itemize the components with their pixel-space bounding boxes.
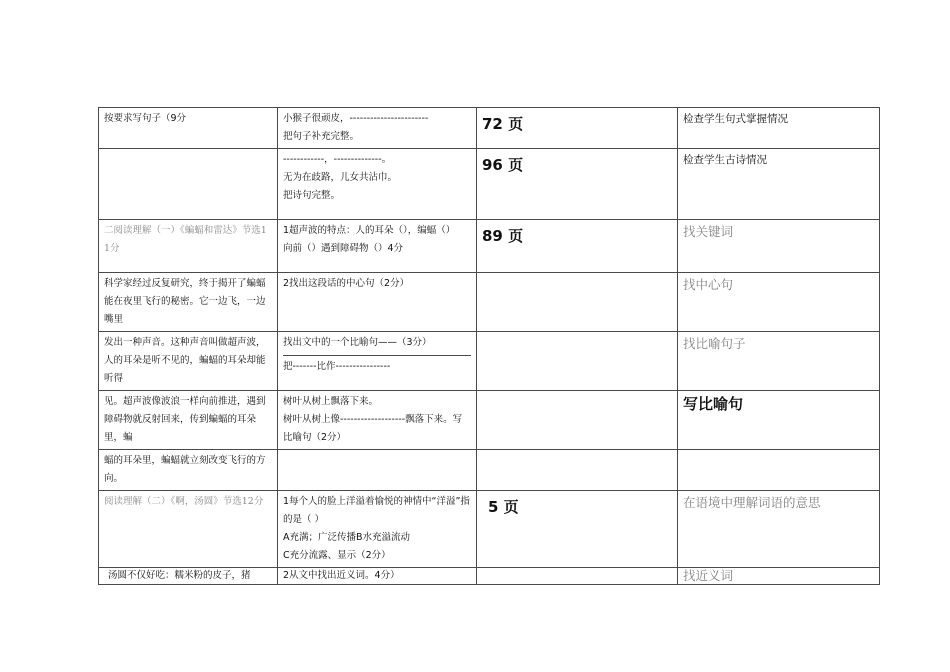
topic-cell bbox=[99, 108, 278, 149]
goal-cell bbox=[678, 149, 880, 220]
page-cell bbox=[477, 108, 678, 149]
topic-cell bbox=[99, 332, 278, 391]
page-cell bbox=[477, 491, 678, 568]
exercise-line: 小猴子很顽皮，----------------------- bbox=[283, 113, 429, 124]
table-row bbox=[99, 450, 880, 491]
table-row bbox=[99, 391, 880, 450]
exercise-cell bbox=[278, 450, 477, 491]
topic-text: 阅读理解（二）《啊，汤圆》节选12分 bbox=[104, 496, 264, 507]
goal-text: 检查学生古诗情况 bbox=[683, 154, 767, 166]
exercise-cell bbox=[278, 220, 477, 273]
exercise-line: 1超声波的特点：人的耳朵（），编蝠（） bbox=[283, 225, 456, 236]
goal-text: 写比喻句 bbox=[683, 395, 744, 413]
goal-text: 找关键词 bbox=[683, 224, 734, 239]
topic-cell bbox=[99, 491, 278, 568]
exercise-line: 把-------比作---------------- bbox=[283, 361, 391, 372]
exercise-line: 把诗句完整。 bbox=[283, 190, 341, 201]
exercise-line: 2从文中找出近义词。4分） bbox=[283, 570, 400, 581]
exercise-line: 无为在歧路，儿女共沾巾。 bbox=[283, 172, 398, 183]
topic-cell bbox=[99, 149, 278, 220]
topic-cell bbox=[99, 391, 278, 450]
topic-text: 按要求写句子（9分 bbox=[104, 113, 187, 124]
table-row bbox=[99, 149, 880, 220]
lesson-plan-table bbox=[98, 107, 880, 585]
exercise-line: 2找出这段话的中心句（2分） bbox=[283, 278, 410, 289]
table-row bbox=[99, 491, 880, 568]
goal-text: 找近义词 bbox=[683, 568, 734, 583]
goal-cell bbox=[678, 568, 880, 585]
exercise-cell bbox=[278, 273, 477, 332]
exercise-line: A充满；广泛传播B水充溢流动 bbox=[283, 532, 411, 543]
exercise-line: 向前（）遇到障碍物（）4分 bbox=[283, 243, 404, 254]
topic-text: 见。超声波像波浪一样向前推进，遇到障碍物就反射回来，传到蝙蝠的耳朵里，蝙 bbox=[104, 396, 266, 443]
table-row bbox=[99, 108, 880, 149]
exercise-line: 把句子补充完整。 bbox=[283, 131, 360, 142]
goal-cell bbox=[678, 332, 880, 391]
goal-cell bbox=[678, 273, 880, 332]
page-cell bbox=[477, 450, 678, 491]
page-cell bbox=[477, 149, 678, 220]
goal-cell bbox=[678, 391, 880, 450]
goal-cell bbox=[678, 220, 880, 273]
exercise-cell bbox=[278, 391, 477, 450]
goal-text: 在语境中理解词语的意思 bbox=[683, 495, 821, 510]
page-ref: 72 页 bbox=[482, 115, 524, 133]
exercise-cell bbox=[278, 149, 477, 220]
page-cell bbox=[477, 273, 678, 332]
topic-text: 科学家经过反复研究，终于揭开了蝙蝠能在夜里飞行的秘密。它一边飞，一边嘴里 bbox=[104, 278, 266, 325]
exercise-line: 找出文中的一个比喻句——（3分） bbox=[283, 334, 471, 356]
topic-text: 发出一种声音。这种声音叫做超声波，人的耳朵是听不见的，蝙蝠的耳朵却能听得 bbox=[104, 337, 266, 384]
page-cell bbox=[477, 568, 678, 585]
goal-text: 找比喻句子 bbox=[683, 336, 746, 351]
goal-text: 找中心句 bbox=[683, 277, 734, 292]
page-ref: 96 页 bbox=[482, 156, 524, 174]
topic-cell bbox=[99, 220, 278, 273]
table-row bbox=[99, 568, 880, 585]
topic-text: 二阅读理解（一）《蝙蝠和雷达》节选11分 bbox=[104, 225, 267, 254]
exercise-cell bbox=[278, 332, 477, 391]
exercise-line: 树叶从树上像-------------------飘落下来。写比喻句（2分） bbox=[283, 414, 463, 443]
topic-text: 蝠的耳朵里，蝙蝠就立刻改变飞行的方向。 bbox=[104, 455, 266, 484]
table-row bbox=[99, 332, 880, 391]
goal-cell bbox=[678, 491, 880, 568]
page-cell bbox=[477, 220, 678, 273]
table-row bbox=[99, 220, 880, 273]
exercise-line: C充分流露、显示（2分） bbox=[283, 550, 391, 561]
topic-cell bbox=[99, 273, 278, 332]
exercise-line: 1每个人的脸上洋溢着愉悦的神情中“洋溢”指的是（ ） bbox=[283, 496, 470, 525]
exercise-cell bbox=[278, 108, 477, 149]
exercise-cell bbox=[278, 568, 477, 585]
topic-cell bbox=[99, 568, 278, 585]
topic-cell bbox=[99, 450, 278, 491]
goal-text: 检查学生句式掌握情况 bbox=[683, 113, 788, 125]
exercise-line: 树叶从树上飘落下来。 bbox=[283, 396, 379, 407]
exercise-cell bbox=[278, 491, 477, 568]
goal-cell bbox=[678, 450, 880, 491]
page-cell bbox=[477, 332, 678, 391]
topic-text: 汤圆不仅好吃：糯米粉的皮子，猪 bbox=[108, 570, 251, 581]
page-ref: 5 页 bbox=[488, 498, 519, 516]
exercise-line: ------------，--------------。 bbox=[283, 154, 392, 165]
table-row bbox=[99, 273, 880, 332]
page-cell bbox=[477, 391, 678, 450]
goal-cell bbox=[678, 108, 880, 149]
page-ref: 89 页 bbox=[482, 227, 524, 245]
